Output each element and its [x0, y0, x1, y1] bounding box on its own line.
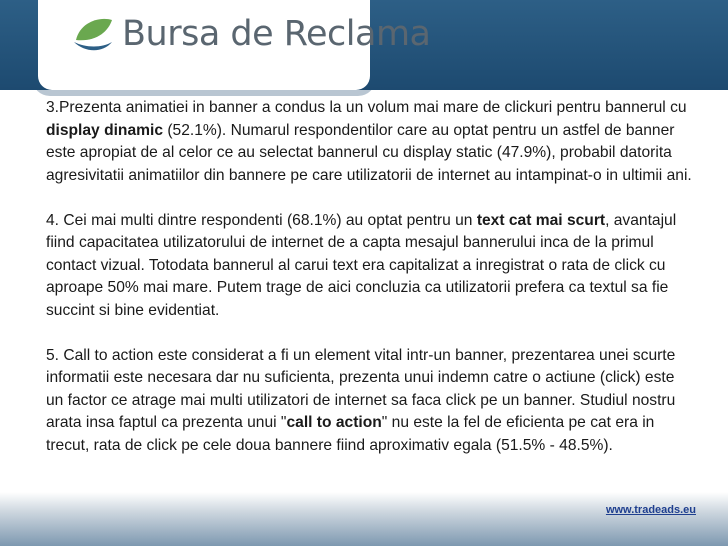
paragraph-3-text-b: (52.1%). Numarul respondentilor care au optat pentru un astfel de banner este apropiat de al celor ce au selectat bannerul cu display static (47.9%), probabil datorita agresivitatii animatiilor din bannere pe care utilizatorii de internet au intampinat-o in ultimii ani. — [46, 121, 692, 184]
footer-website-link[interactable]: www.tradeads.eu — [605, 504, 696, 516]
slide-body — [46, 97, 696, 480]
paragraph-3-text-a: 3.Prezenta animatiei in banner a condus la un volum mai mare de clickuri pentru bannerul cu — [46, 99, 687, 116]
paragraph-5-bold: call to action — [286, 414, 382, 431]
paragraph-4-text-b: , avantajul fiind capacitatea utilizatorului de internet de a capta mesajul bannerului inca de la primul contact vizual. Totodata bannerul al carui text era capitalizat a inregistrat o rata de click cu aproape 50% mai mare. Putem trage de aici concluzia ca utilizatorii prefera ca textul sa fie succint si bine evidentiat. — [46, 211, 677, 319]
logo — [38, 0, 431, 90]
paragraph-5 — [46, 345, 696, 458]
paragraph-4-bold: text cat mai scurt — [476, 211, 606, 229]
paragraph-4 — [46, 210, 696, 323]
paragraph-3 — [46, 97, 696, 187]
paragraph-5-text-a: 5. Call to action este considerat a fi un element vital intr-un banner, prezentarea unei scurte informatii este necesara dar nu suficienta, prezenta unui indemn catre o actiune (click) este un factor ce atrage mai multi utilizatori de internet sa faca click pe un banner. Studiul nostru arata insa faptul ca prezenta unui " — [46, 346, 676, 431]
logo-text: Bursa de Reclama — [122, 14, 431, 54]
paragraph-5-text-b: " nu este la fel de eficienta pe cat era in trecut, rata de click pe cele doua bannere fiind aproximativ egala (51.5% - 48.5%). — [46, 414, 655, 454]
footer-band — [0, 492, 728, 546]
paragraph-4-text-a: 4. Cei mai multi dintre respondenti (68.1%) au optat pentru un — [46, 211, 477, 229]
paragraph-3-bold: display dinamic — [46, 121, 163, 139]
logo-leaf-icon — [70, 12, 116, 58]
